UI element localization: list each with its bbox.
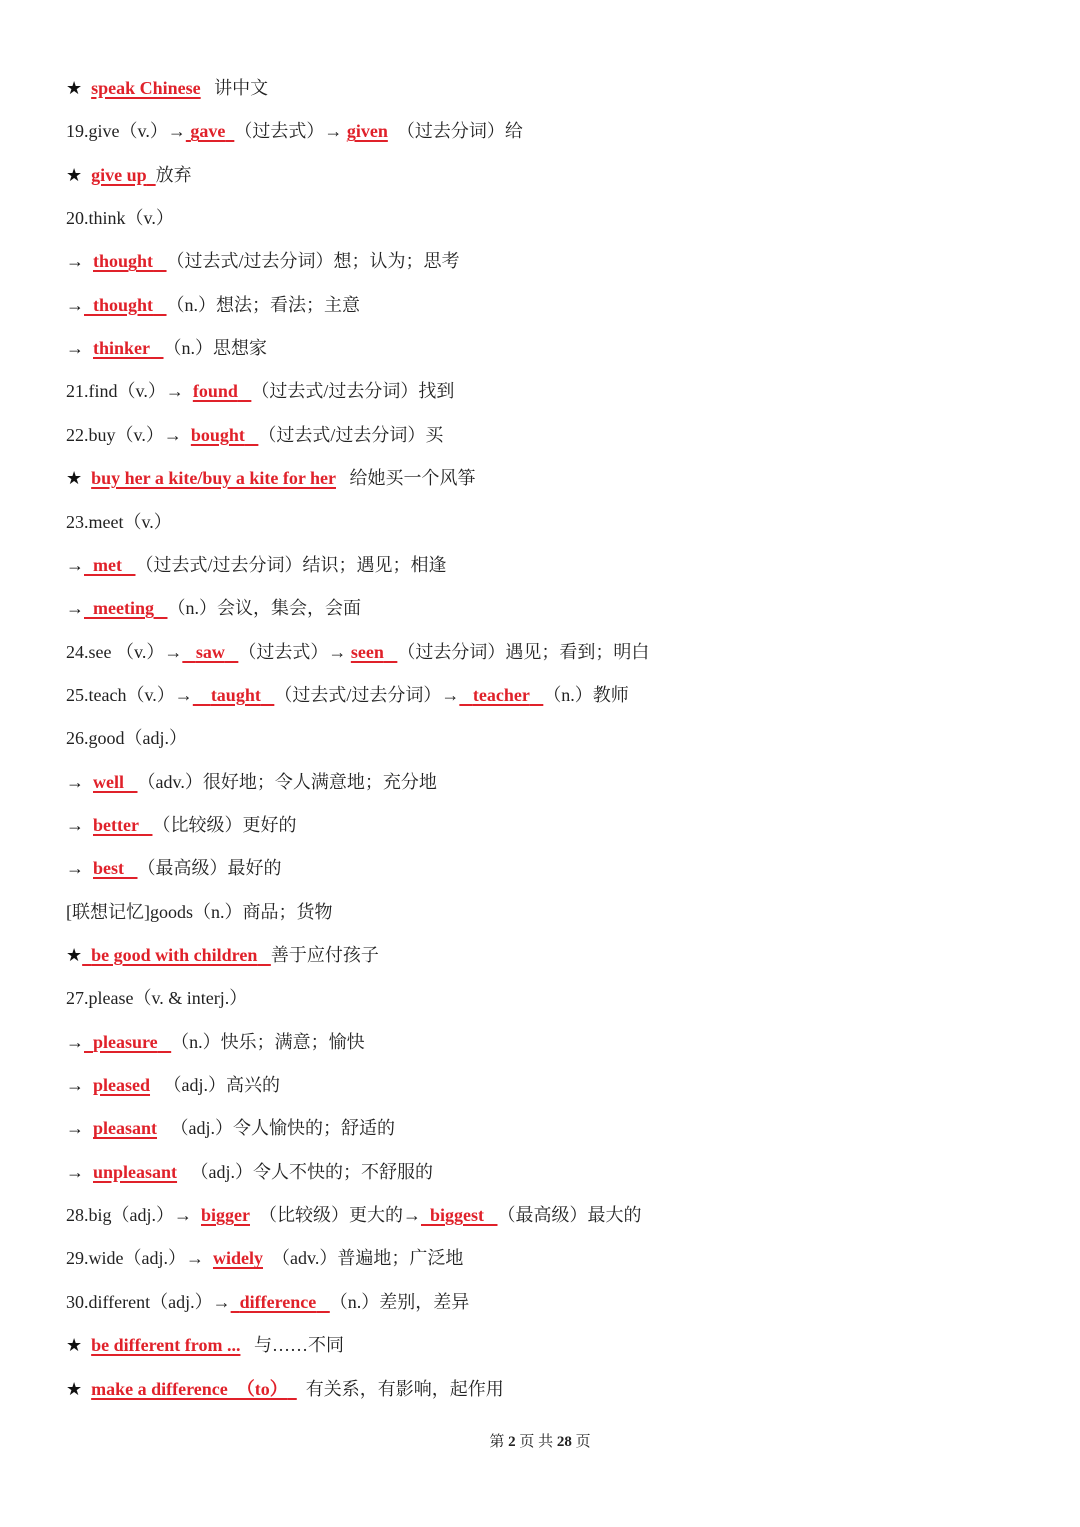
- line-text: 27.please（v. & interj.）: [66, 988, 248, 1009]
- line-text: 放弃: [155, 164, 192, 185]
- answer-word: met: [93, 554, 122, 575]
- line-text: （adv.）普遍地；广泛地: [263, 1248, 464, 1269]
- vocab-line: [66, 938, 379, 972]
- answer-phrase: pleased: [93, 1075, 151, 1096]
- vocab-line: [66, 1328, 344, 1362]
- answer-word: gave: [190, 121, 226, 142]
- line-text: （过去式）→: [238, 641, 351, 662]
- star-icon: ★: [66, 164, 83, 185]
- answer-blank: [91, 1379, 297, 1399]
- answer-phrase: given: [346, 121, 388, 142]
- answer-blank: [84, 555, 135, 575]
- line-text: [82, 165, 91, 185]
- vocab-line: [66, 201, 174, 235]
- answer-word: seen: [350, 641, 384, 662]
- answer-blank: [193, 381, 252, 401]
- answer-phrase: bigger: [201, 1205, 250, 1226]
- line-text: 19.give（v.）→: [66, 121, 186, 142]
- line-text: [联想记忆]goods（n.）商品；货物: [66, 901, 333, 922]
- vocab-line: [66, 288, 360, 322]
- answer-blank: [82, 945, 271, 965]
- line-text: [84, 1162, 93, 1182]
- line-text: 24.see （v.）→: [66, 641, 183, 662]
- line-text: （n.）教师: [543, 684, 629, 705]
- line-text: （过去式/过去分词）→: [274, 684, 460, 705]
- vocab-line: [66, 418, 443, 452]
- vocab-line: [66, 461, 476, 495]
- vocab-line: [66, 981, 247, 1015]
- arrow-icon: →: [66, 858, 84, 879]
- line-text: （过去分词）遇见；看到；明白: [397, 641, 650, 662]
- line-text: [84, 338, 93, 358]
- vocab-line: [66, 331, 267, 365]
- answer-blank: [84, 1032, 171, 1052]
- answer-phrase: unpleasant: [93, 1161, 178, 1182]
- vocab-line: [66, 548, 446, 582]
- vocab-line: [66, 808, 296, 842]
- answer-blank: [93, 815, 152, 835]
- answer-blank: [91, 165, 156, 185]
- vocab-line: [66, 1198, 642, 1232]
- answer-word: teacher: [472, 684, 530, 705]
- page-footer: 第 2 页 共 28 页: [489, 1434, 591, 1450]
- arrow-icon: →: [66, 814, 84, 835]
- answer-blank: [351, 642, 398, 662]
- line-text: 29.wide（adj.）→: [66, 1248, 213, 1269]
- answer-blank: [93, 858, 138, 878]
- answer-blank: [186, 121, 235, 141]
- answer-word: make a difference （to）: [91, 1378, 288, 1399]
- line-text: 28.big（adj.）→: [66, 1205, 201, 1226]
- vocab-line: [66, 591, 361, 625]
- arrow-icon: →: [66, 598, 84, 619]
- arrow-icon: →: [66, 1161, 84, 1182]
- line-text: [84, 772, 93, 792]
- line-text: [82, 1335, 91, 1355]
- arrow-icon: →: [66, 1031, 84, 1052]
- answer-word: pleasure: [93, 1031, 158, 1052]
- answer-word: found: [192, 381, 238, 402]
- answer-word: difference: [239, 1291, 317, 1312]
- line-text: （过去分词）给: [387, 121, 523, 142]
- line-text: （过去式/过去分词）买: [258, 424, 444, 445]
- vocab-line: [66, 1111, 395, 1145]
- arrow-icon: →: [66, 338, 84, 359]
- line-text: （最高级）最好的: [137, 858, 282, 879]
- current-page: 2: [508, 1434, 516, 1450]
- answer-blank: [421, 1205, 498, 1225]
- star-icon: ★: [66, 945, 83, 965]
- vocab-line: [66, 1025, 365, 1059]
- vocab-line: [66, 244, 460, 278]
- line-text: [82, 78, 91, 98]
- vocab-line: [66, 851, 282, 885]
- line-text: 21.find（v.）→: [66, 381, 193, 402]
- vocab-line: [66, 635, 649, 669]
- line-text: （比较级）更大的→: [250, 1205, 421, 1226]
- line-text: （过去式/过去分词）想；认为；思考: [166, 251, 460, 272]
- answer-blank: [459, 685, 543, 705]
- answer-blank: [84, 295, 167, 315]
- line-text: [84, 1118, 93, 1138]
- line-text: （n.）思想家: [163, 338, 268, 359]
- arrow-icon: →: [66, 251, 84, 272]
- answer-word: best: [93, 858, 124, 879]
- vocab-line: [66, 721, 187, 755]
- answer-phrase: buy her a kite/buy a kite for her: [91, 468, 336, 489]
- vocab-line: [66, 158, 192, 192]
- line-text: （过去式/过去分词）找到: [251, 381, 455, 402]
- line-text: 20.think（v.）: [66, 208, 174, 229]
- vocab-line: [66, 678, 629, 712]
- answer-word: be good with children: [91, 945, 258, 965]
- line-text: 善于应付孩子: [270, 945, 379, 965]
- answer-blank: [93, 338, 164, 358]
- arrow-icon: →: [66, 294, 84, 315]
- total-pages: 28: [556, 1434, 572, 1450]
- answer-phrase: widely: [212, 1248, 263, 1269]
- line-text: 25.teach（v.）→: [66, 684, 193, 705]
- line-text: 23.meet（v.）: [66, 511, 172, 532]
- answer-word: give up: [91, 164, 147, 185]
- line-text: （adj.）令人愉快的；舒适的: [157, 1118, 396, 1139]
- vocab-line: [66, 895, 333, 929]
- line-text: 给她买一个风筝: [336, 468, 476, 489]
- line-text: [82, 468, 91, 488]
- answer-blank: [93, 251, 167, 271]
- answer-blank: [191, 425, 259, 445]
- line-text: [84, 815, 93, 835]
- line-text: （n.）快乐；满意；愉快: [171, 1031, 365, 1052]
- line-text: （adj.）令人不快的；不舒服的: [177, 1161, 434, 1182]
- line-text: [82, 1379, 91, 1399]
- line-text: [84, 251, 93, 271]
- star-icon: ★: [66, 78, 83, 98]
- line-text: （最高级）最大的: [497, 1205, 642, 1226]
- star-icon: ★: [66, 1378, 83, 1399]
- answer-word: thought: [93, 294, 154, 315]
- answer-word: biggest: [430, 1205, 484, 1226]
- vocab-line: [66, 1068, 280, 1102]
- answer-word: meeting: [93, 598, 154, 619]
- arrow-icon: →: [66, 1118, 84, 1139]
- answer-word: saw: [195, 641, 225, 662]
- line-text: 讲中文: [200, 78, 269, 98]
- line-text: 与……不同: [240, 1335, 344, 1356]
- vocab-line: [66, 505, 172, 539]
- answer-blank: [93, 772, 138, 792]
- line-text: [84, 858, 93, 878]
- vocab-line: [66, 374, 454, 408]
- star-icon: ★: [66, 1335, 83, 1356]
- line-text: （n.）差别，差异: [329, 1291, 470, 1312]
- answer-word: taught: [210, 684, 261, 705]
- line-text: （n.）想法；看法；主意: [166, 294, 361, 315]
- answer-word: thinker: [93, 338, 151, 359]
- vocab-line: [66, 71, 268, 105]
- answer-word: better: [93, 814, 139, 835]
- line-text: [84, 1075, 93, 1095]
- arrow-icon: →: [66, 1075, 84, 1096]
- answer-phrase: pleasant: [93, 1118, 158, 1139]
- vocab-line: [66, 1285, 469, 1319]
- line-text: 26.good（adj.）: [66, 728, 187, 749]
- line-text: 有关系，有影响，起作用: [296, 1378, 504, 1399]
- answer-blank: [231, 1292, 330, 1312]
- answer-blank: [182, 642, 238, 662]
- answer-word: bought: [190, 424, 245, 445]
- line-text: （adv.）很好地；令人满意地；充分地: [137, 771, 437, 792]
- vocab-line: [66, 1372, 504, 1406]
- vocab-line: [66, 765, 437, 799]
- answer-phrase: be different from ...: [91, 1335, 241, 1356]
- line-text: （过去式/过去分词）结识；遇见；相逢: [135, 554, 447, 575]
- answer-blank: [84, 598, 167, 618]
- answer-word: well: [93, 771, 124, 792]
- star-icon: ★: [66, 468, 83, 489]
- line-text: 22.buy（v.）→: [66, 424, 191, 445]
- line-text: 30.different（adj.）→: [66, 1291, 231, 1312]
- vocab-line: [66, 114, 523, 148]
- answer-word: thought: [93, 251, 154, 272]
- vocab-line: [66, 1241, 463, 1275]
- answer-phrase: speak Chinese: [91, 78, 201, 98]
- line-text: （过去式）→: [234, 121, 347, 142]
- arrow-icon: →: [66, 771, 84, 792]
- line-text: （adj.）高兴的: [150, 1075, 281, 1096]
- answer-blank: [193, 685, 275, 705]
- line-text: （n.）会议，集会，会面: [167, 598, 361, 619]
- line-text: （比较级）更好的: [152, 814, 297, 835]
- arrow-icon: →: [66, 554, 84, 575]
- vocab-line: [66, 1155, 433, 1189]
